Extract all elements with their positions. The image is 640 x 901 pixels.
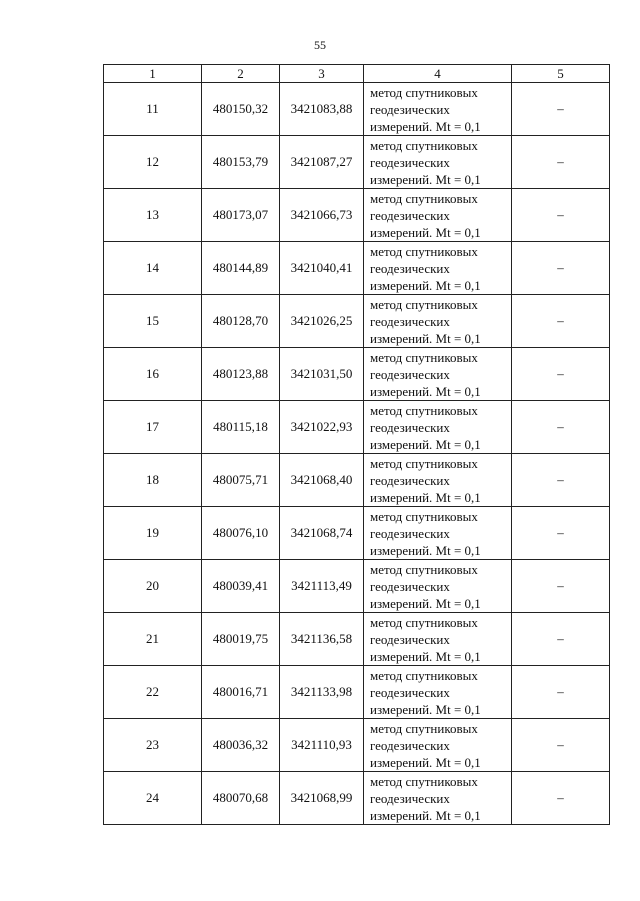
method-line: геодезических — [370, 260, 450, 276]
method-line: измерений. Mt = 0,1 — [370, 383, 481, 399]
coordinate-y: 3421031,50 — [280, 348, 364, 401]
table-row — [104, 719, 610, 772]
coordinate-x: 480173,07 — [202, 189, 280, 242]
coordinate-x: 480070,68 — [202, 772, 280, 825]
method-line: метод спутниковых — [370, 667, 478, 683]
method-description — [364, 454, 512, 507]
coordinate-x: 480115,18 — [202, 401, 280, 454]
column-header-2: 2 — [202, 65, 280, 83]
point-number: 15 — [104, 295, 202, 348]
note-dash: – — [512, 560, 610, 613]
point-number: 21 — [104, 613, 202, 666]
method-line: геодезических — [370, 631, 450, 647]
coordinate-x: 480076,10 — [202, 507, 280, 560]
method-line: измерений. Mt = 0,1 — [370, 224, 481, 240]
method-description — [364, 242, 512, 295]
method-line: геодезических — [370, 737, 450, 753]
method-line: измерений. Mt = 0,1 — [370, 118, 481, 134]
method-description — [364, 666, 512, 719]
method-description — [364, 719, 512, 772]
method-line: геодезических — [370, 101, 450, 117]
method-description — [364, 401, 512, 454]
method-line: метод спутниковых — [370, 137, 478, 153]
point-number: 14 — [104, 242, 202, 295]
method-line: метод спутниковых — [370, 349, 478, 365]
point-number: 11 — [104, 83, 202, 136]
method-description — [364, 560, 512, 613]
table-row — [104, 666, 610, 719]
method-line: геодезических — [370, 154, 450, 170]
table-row — [104, 772, 610, 825]
coordinate-y: 3421026,25 — [280, 295, 364, 348]
table-row — [104, 560, 610, 613]
method-line: геодезических — [370, 525, 450, 541]
note-dash: – — [512, 189, 610, 242]
point-number: 24 — [104, 772, 202, 825]
table-row — [104, 242, 610, 295]
method-line: измерений. Mt = 0,1 — [370, 648, 481, 664]
coordinate-x: 480144,89 — [202, 242, 280, 295]
coordinate-y: 3421068,99 — [280, 772, 364, 825]
coordinate-y: 3421136,58 — [280, 613, 364, 666]
method-line: метод спутниковых — [370, 508, 478, 524]
method-line: геодезических — [370, 684, 450, 700]
coordinate-x: 480075,71 — [202, 454, 280, 507]
method-line: метод спутниковых — [370, 190, 478, 206]
point-number: 16 — [104, 348, 202, 401]
method-line: геодезических — [370, 472, 450, 488]
note-dash: – — [512, 348, 610, 401]
note-dash: – — [512, 401, 610, 454]
method-line: геодезических — [370, 313, 450, 329]
column-header-1: 1 — [104, 65, 202, 83]
note-dash: – — [512, 666, 610, 719]
method-line: измерений. Mt = 0,1 — [370, 807, 481, 823]
coordinate-y: 3421087,27 — [280, 136, 364, 189]
coordinate-x: 480016,71 — [202, 666, 280, 719]
coordinate-y: 3421022,93 — [280, 401, 364, 454]
method-description — [364, 348, 512, 401]
point-number: 19 — [104, 507, 202, 560]
method-line: измерений. Mt = 0,1 — [370, 436, 481, 452]
method-line: метод спутниковых — [370, 243, 478, 259]
method-line: метод спутниковых — [370, 720, 478, 736]
method-line: геодезических — [370, 419, 450, 435]
column-header-3: 3 — [280, 65, 364, 83]
point-number: 20 — [104, 560, 202, 613]
method-description — [364, 189, 512, 242]
table-row — [104, 401, 610, 454]
method-line: метод спутниковых — [370, 455, 478, 471]
table-row — [104, 348, 610, 401]
coordinate-y: 3421068,74 — [280, 507, 364, 560]
coordinate-x: 480039,41 — [202, 560, 280, 613]
coordinate-y: 3421113,49 — [280, 560, 364, 613]
coordinate-x: 480036,32 — [202, 719, 280, 772]
method-line: измерений. Mt = 0,1 — [370, 489, 481, 505]
table-row — [104, 295, 610, 348]
coordinate-y: 3421040,41 — [280, 242, 364, 295]
point-number: 22 — [104, 666, 202, 719]
method-line: метод спутниковых — [370, 614, 478, 630]
table-row — [104, 454, 610, 507]
method-line: измерений. Mt = 0,1 — [370, 701, 481, 717]
table-row — [104, 136, 610, 189]
table-body — [104, 83, 610, 825]
note-dash: – — [512, 295, 610, 348]
note-dash: – — [512, 613, 610, 666]
point-number: 12 — [104, 136, 202, 189]
coordinate-y: 3421083,88 — [280, 83, 364, 136]
method-line: измерений. Mt = 0,1 — [370, 171, 481, 187]
method-line: геодезических — [370, 207, 450, 223]
note-dash: – — [512, 772, 610, 825]
method-line: метод спутниковых — [370, 402, 478, 418]
method-line: измерений. Mt = 0,1 — [370, 277, 481, 293]
method-line: измерений. Mt = 0,1 — [370, 595, 481, 611]
method-line: измерений. Mt = 0,1 — [370, 754, 481, 770]
method-description — [364, 295, 512, 348]
coordinate-x: 480128,70 — [202, 295, 280, 348]
coordinate-y: 3421133,98 — [280, 666, 364, 719]
note-dash: – — [512, 454, 610, 507]
method-line: геодезических — [370, 790, 450, 806]
coordinate-y: 3421068,40 — [280, 454, 364, 507]
method-line: метод спутниковых — [370, 561, 478, 577]
coordinate-x: 480123,88 — [202, 348, 280, 401]
table-row — [104, 613, 610, 666]
table-row — [104, 189, 610, 242]
table-row — [104, 507, 610, 560]
method-line: геодезических — [370, 578, 450, 594]
method-description — [364, 772, 512, 825]
method-description — [364, 136, 512, 189]
point-number: 18 — [104, 454, 202, 507]
method-description — [364, 613, 512, 666]
column-header-5: 5 — [512, 65, 610, 83]
note-dash: – — [512, 507, 610, 560]
note-dash: – — [512, 242, 610, 295]
coordinates-table — [103, 64, 610, 825]
method-line: метод спутниковых — [370, 84, 478, 100]
coordinate-x: 480019,75 — [202, 613, 280, 666]
note-dash: – — [512, 83, 610, 136]
coordinate-x: 480153,79 — [202, 136, 280, 189]
method-line: измерений. Mt = 0,1 — [370, 330, 481, 346]
point-number: 17 — [104, 401, 202, 454]
method-line: геодезических — [370, 366, 450, 382]
coordinate-x: 480150,32 — [202, 83, 280, 136]
method-line: измерений. Mt = 0,1 — [370, 542, 481, 558]
method-line: метод спутниковых — [370, 296, 478, 312]
method-description — [364, 507, 512, 560]
note-dash: – — [512, 719, 610, 772]
coordinate-y: 3421066,73 — [280, 189, 364, 242]
page-number: 55 — [314, 38, 326, 52]
point-number: 13 — [104, 189, 202, 242]
column-header-4: 4 — [364, 65, 512, 83]
table-row — [104, 83, 610, 136]
point-number: 23 — [104, 719, 202, 772]
method-line: метод спутниковых — [370, 773, 478, 789]
header-row — [104, 65, 610, 83]
method-description — [364, 83, 512, 136]
note-dash: – — [512, 136, 610, 189]
coordinate-y: 3421110,93 — [280, 719, 364, 772]
